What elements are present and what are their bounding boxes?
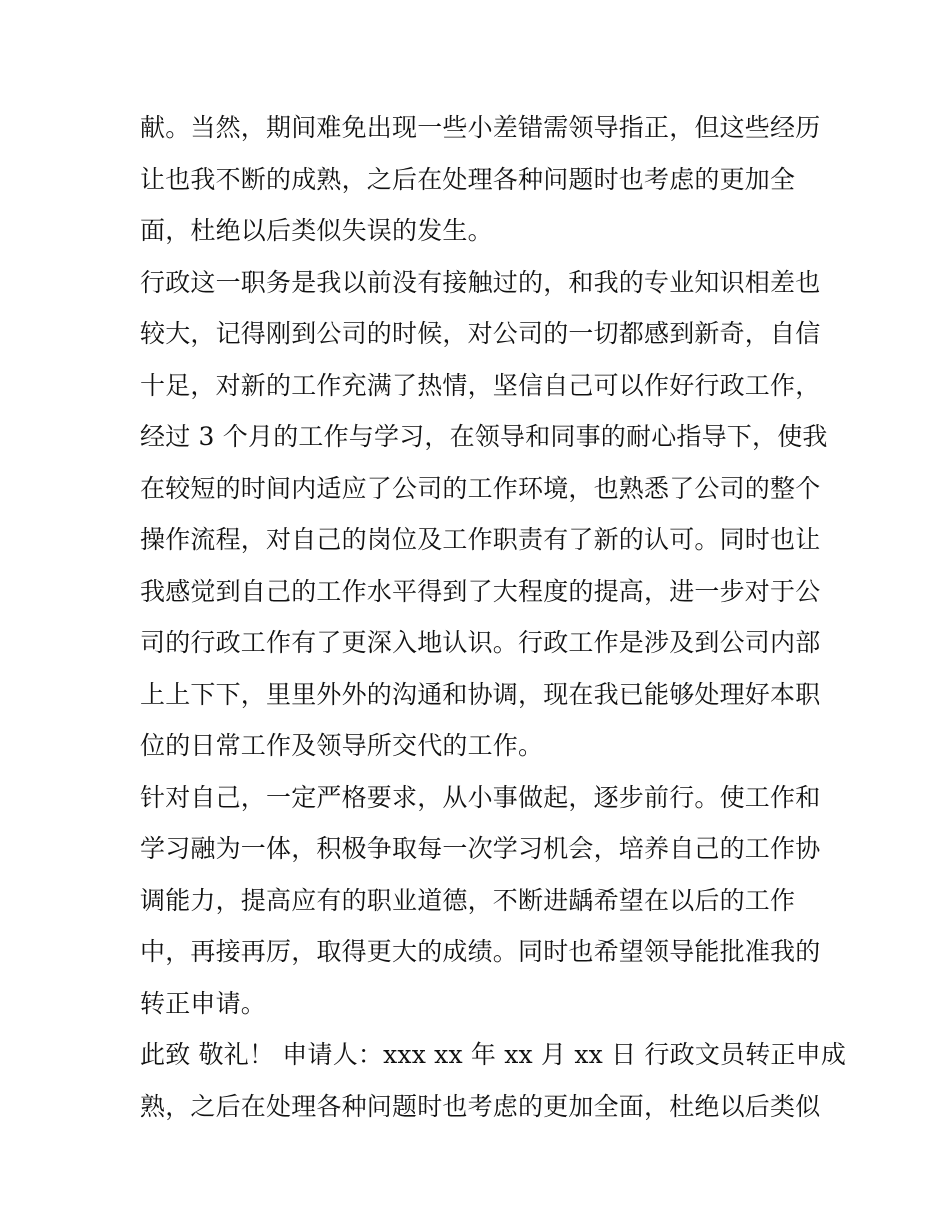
- text-line: 针对自己，一定严格要求，从小事做起，逐步前行。使工作和: [140, 782, 821, 812]
- text-line: 司的行政工作有了更深入地认识。行政工作是涉及到公司内部: [140, 628, 821, 657]
- text-line: 我感觉到自己的工作水平得到了大程度的提高，进一步对于公: [140, 576, 821, 606]
- text-line: 位的日常工作及领导所交代的工作。: [140, 731, 544, 760]
- document-body: [140, 102, 847, 1132]
- text-line: 在较短的时间内适应了公司的工作环境，也熟悉了公司的整个: [140, 473, 821, 503]
- text-line: 行政这一职务是我以前没有接触过的，和我的专业知识相差也: [140, 267, 821, 297]
- text-line: 让也我不断的成熟，之后在处理各种问题时也考虑的更加全: [140, 164, 796, 194]
- text-line: 此致 敬礼！ 申请人：xxx xx 年 xx 月 xx 日 行政文员转正申成: [140, 1040, 847, 1069]
- text-line: 面，杜绝以后类似失误的发生。: [140, 216, 493, 245]
- text-line: 调能力，提高应有的职业道德，不断进龋希望在以后的工作: [140, 885, 796, 915]
- text-line: 学习融为一体，积极争取每一次学习机会，培养自己的工作协: [140, 834, 821, 863]
- text-line: 转正申请。: [140, 988, 267, 1018]
- text-line: 十足，对新的工作充满了热情，坚信自己可以作好行政工作，: [140, 370, 821, 400]
- text-line: 较大，记得刚到公司的时候，对公司的一切都感到新奇，自信: [140, 319, 821, 348]
- text-line: 上上下下，里里外外的沟通和协调，现在我已能够处理好本职: [140, 679, 821, 709]
- text-line: 经过 3 个月的工作与学习，在领导和同事的耐心指导下，使我: [140, 422, 828, 451]
- text-line: 操作流程，对自己的岗位及工作职责有了新的认可。同时也让: [140, 525, 821, 554]
- text-line: 献。当然，期间难免出现一些小差错需领导指正，但这些经历: [140, 113, 821, 142]
- text-line: 熟，之后在处理各种问题时也考虑的更加全面，杜绝以后类似: [140, 1091, 821, 1121]
- text-line: 中，再接再厉，取得更大的成绩。同时也希望领导能批准我的: [140, 937, 821, 966]
